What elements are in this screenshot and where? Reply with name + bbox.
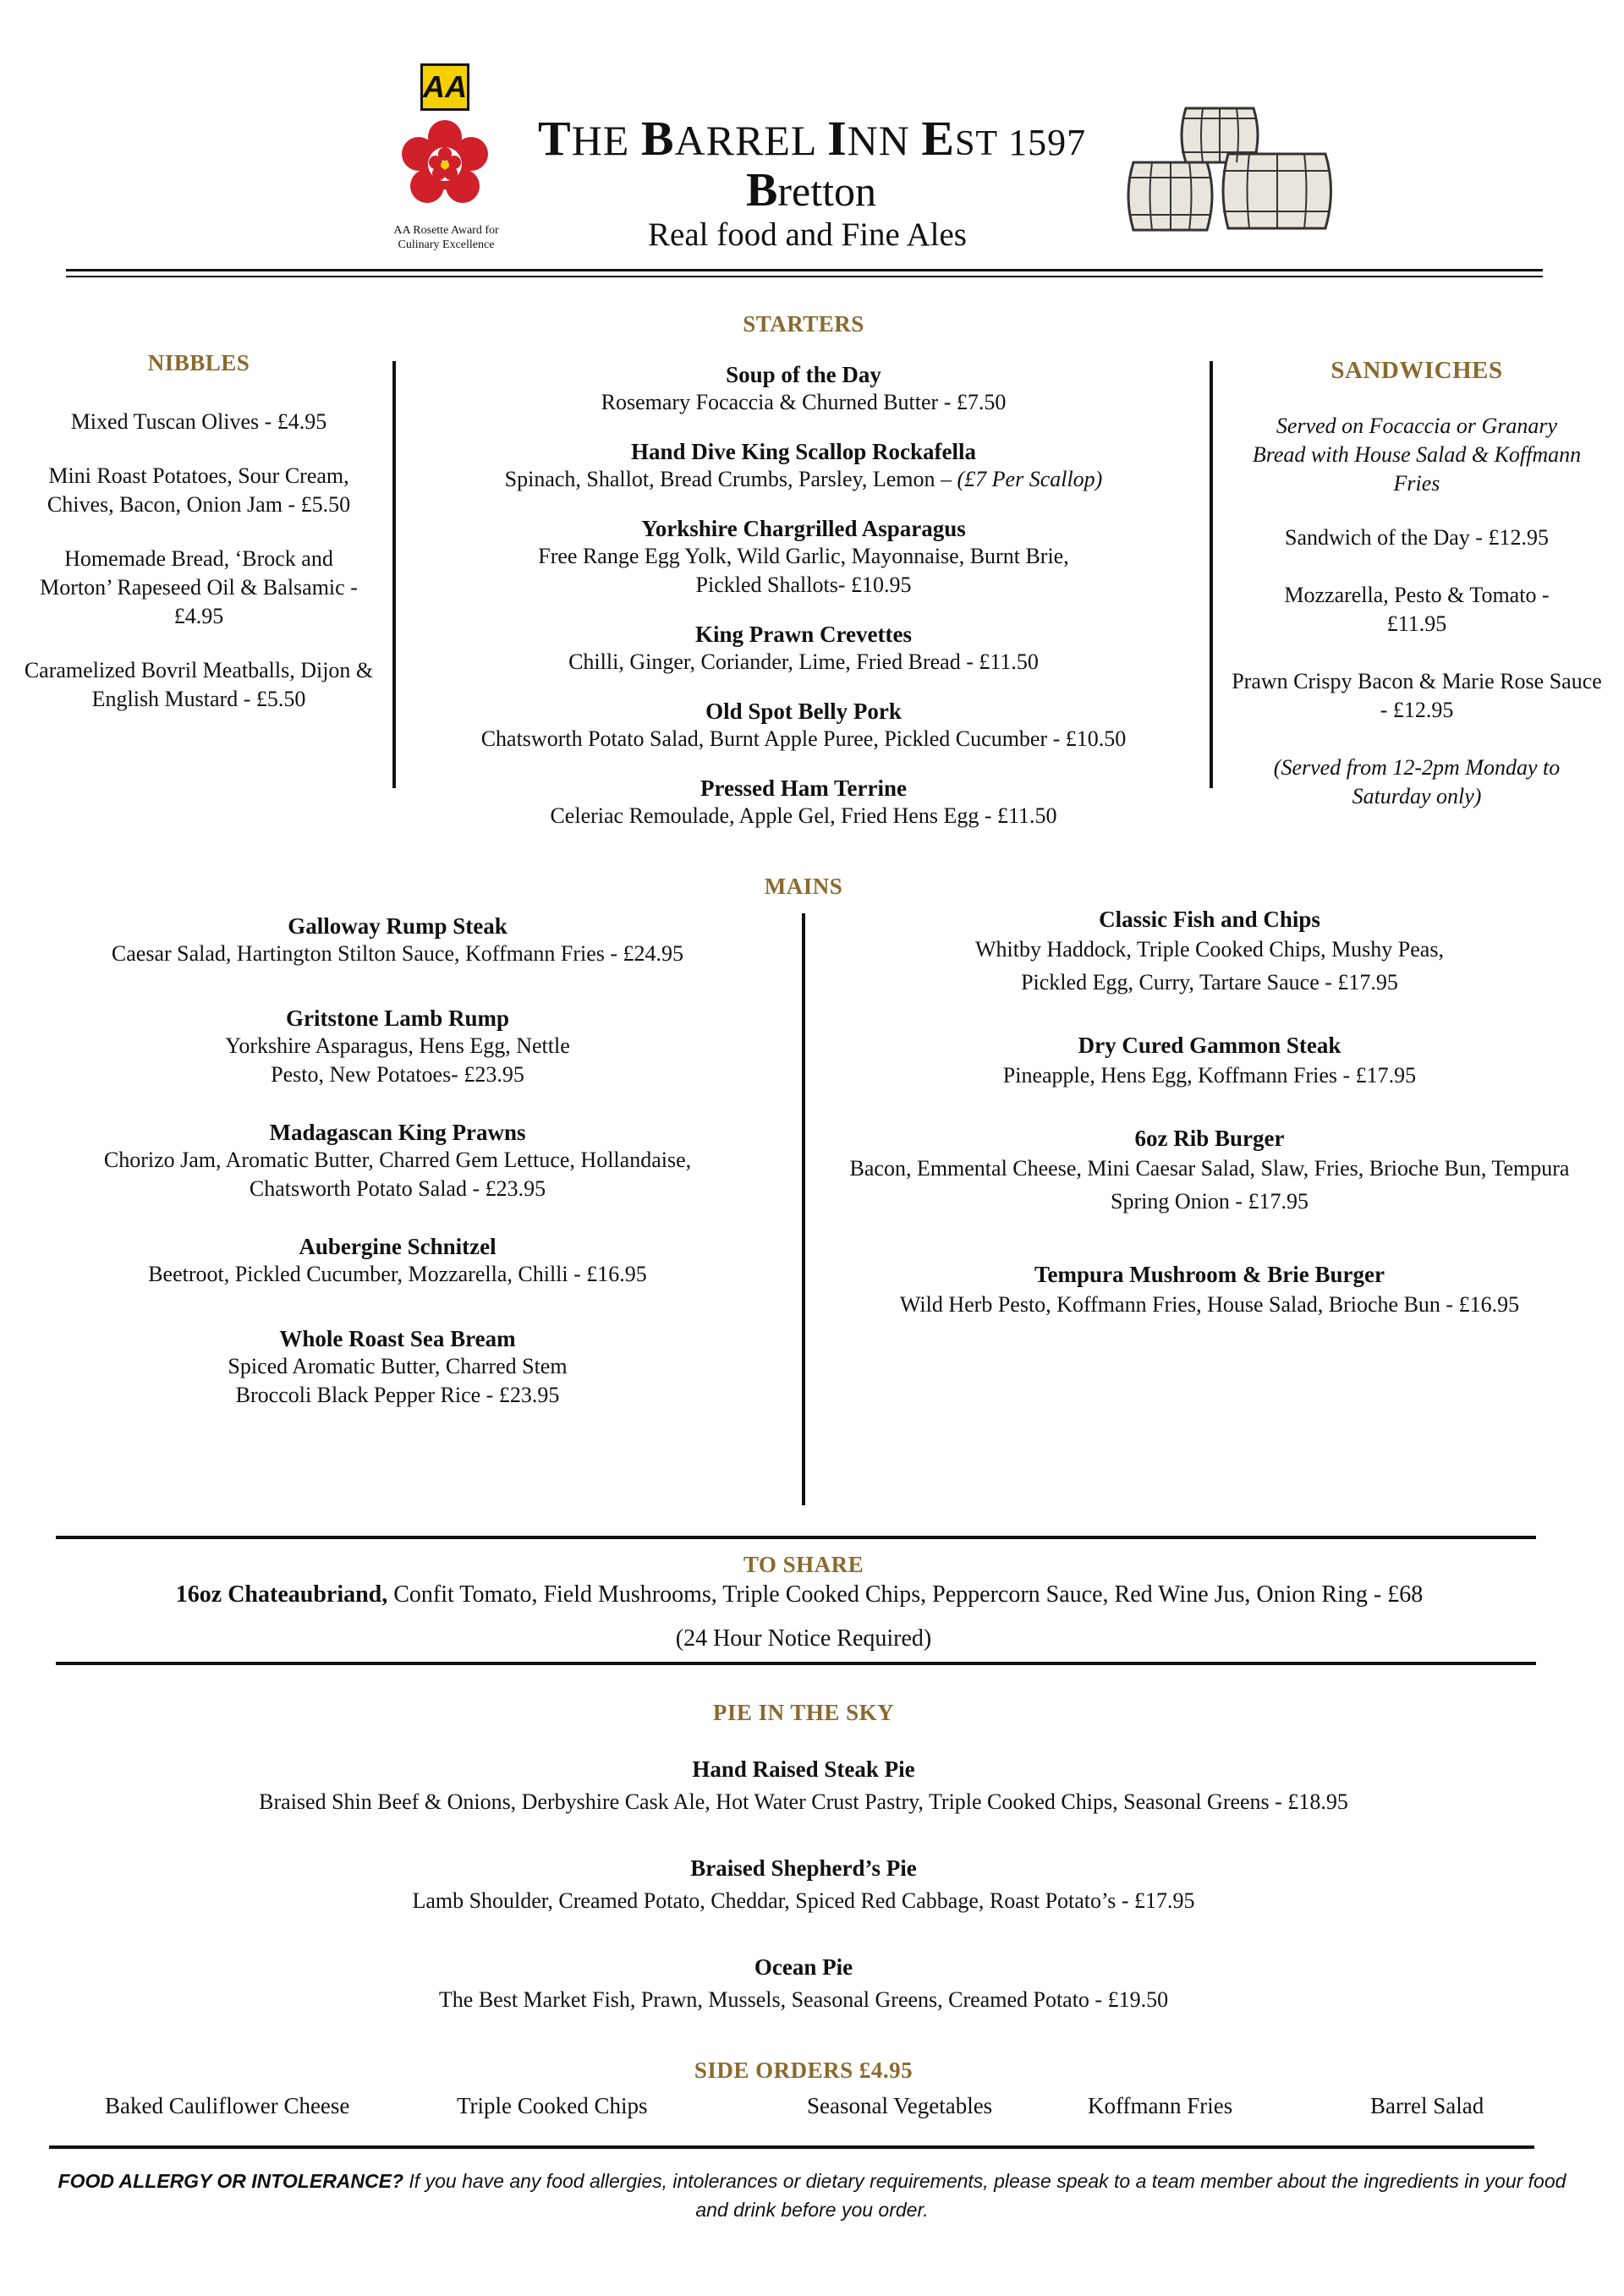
main-item: Classic Fish and Chips Whitby Haddock, Triple Cooked Chips, Mushy Peas, Pickled Egg, Curry, Tartare Sauce - £17.95: [975, 907, 1444, 995]
side-item: Koffmann Fries: [1088, 2093, 1233, 2118]
to-share-bottom-rule: [56, 1662, 1536, 1665]
starter-item: King Prawn Crevettes Chilli, Ginger, Coriander, Lime, Fried Bread - £11.50: [568, 622, 1039, 674]
nibbles-title: NIBBLES: [147, 350, 250, 375]
to-share-note: (24 Hour Notice Required): [675, 1625, 932, 1652]
award-caption-line-1: AA Rosette Award for: [393, 224, 499, 237]
nibble-item: Caramelized Bovril Meatballs, Dijon & English Mustard - £5.50: [24, 658, 374, 711]
main-item: Dry Cured Gammon Steak Pineapple, Hens Egg, Koffmann Fries - £17.95: [1002, 1033, 1417, 1088]
sandwich-item: Mozzarella, Pesto & Tomato - £11.95: [1284, 583, 1550, 636]
sandwiches-list: [1231, 412, 1603, 811]
to-share-top-rule: [56, 1536, 1536, 1539]
pie-item: Hand Raised Steak Pie Braised Shin Beef & Onions, Derbyshire Cask Ale, Hot Water Crust Pastry, Triple Cooked Chips, Seasonal Greens - £18.95: [259, 1756, 1348, 1814]
sandwich-item: Sandwich of the Day - £12.95: [1285, 525, 1549, 550]
main-item: Aubergine Schnitzel Beetroot, Pickled Cucumber, Mozzarella, Chilli - £16.95: [148, 1234, 647, 1286]
side-item: Seasonal Vegetables: [807, 2093, 993, 2118]
to-share-title: TO SHARE: [743, 1552, 864, 1577]
sandwiches-note: (Served from 12-2pm Monday to Saturday only): [1273, 755, 1561, 808]
header-divider: [66, 269, 1543, 271]
starter-item: Pressed Ham Terrine Celeriac Remoulade, Apple Gel, Fried Hens Egg - £11.50: [550, 775, 1057, 828]
mains-right-list: [837, 907, 1582, 1345]
sandwich-item: Prawn Crispy Bacon & Marie Rose Sauce - £12.95: [1232, 669, 1602, 722]
starters-title: STARTERS: [743, 311, 864, 337]
tudor-rose-icon: [401, 118, 489, 211]
starter-item: Soup of the Day Rosemary Focaccia & Churned Butter - £7.50: [601, 362, 1007, 414]
starter-item: Old Spot Belly Pork Chatsworth Potato Salad, Burnt Apple Puree, Pickled Cucumber - £10.50: [480, 699, 1127, 751]
award-caption-line-2: Culinary Excellence: [398, 238, 495, 251]
aa-badge: AA: [420, 63, 469, 111]
nibbles-list: [13, 408, 385, 714]
starter-item: Yorkshire Chargrilled Asparagus Free Range Egg Yolk, Wild Garlic, Mayonnaise, Burnt Brie, Pickled Shallots- £10.95: [538, 516, 1069, 597]
side-item: Triple Cooked Chips: [457, 2093, 648, 2118]
main-item: 6oz Rib Burger Bacon, Emmental Cheese, Mini Caesar Salad, Slaw, Fries, Brioche Bun, Tempura Spring Onion - £17.95: [849, 1126, 1570, 1214]
barrels-icon: [1127, 101, 1338, 237]
to-share-item: 16oz Chateaubriand, Confit Tomato, Field Mushrooms, Triple Cooked Chips, Peppercorn Sauce, Red Wine Jus, Onion Ring - £68: [175, 1581, 1424, 1608]
starters-list: [423, 362, 1184, 854]
mains-title: MAINS: [764, 874, 843, 899]
nibble-item: Mixed Tuscan Olives - £4.95: [70, 409, 327, 434]
sides-title: SIDE ORDERS £4.95: [694, 2058, 914, 2083]
pies-title: PIE IN THE SKY: [712, 1700, 895, 1725]
pie-item: Ocean Pie The Best Market Fish, Prawn, Mussels, Seasonal Greens, Creamed Potato - £19.50: [438, 1954, 1169, 2012]
restaurant-title: THE BARREL INN EST 1597: [538, 111, 1087, 166]
pie-item: Braised Shepherd’s Pie Lamb Shoulder, Creamed Potato, Cheddar, Spiced Red Cabbage, Roast Potato’s - £17.95: [412, 1855, 1195, 1913]
award-caption: [372, 223, 520, 252]
footer-rule: [49, 2145, 1534, 2149]
main-item: Gritstone Lamb Rump Yorkshire Asparagus, Hens Egg, Nettle Pesto, New Potatoes- £23.95: [225, 1006, 570, 1087]
nibble-item: Mini Roast Potatoes, Sour Cream, Chives, Bacon, Onion Jam - £5.50: [47, 463, 351, 517]
main-item: Whole Roast Sea Bream Spiced Aromatic Butter, Charred Stem Broccoli Black Pepper Rice - £23.95: [228, 1326, 568, 1407]
main-item: Madagascan King Prawns Chorizo Jam, Aromatic Butter, Charred Gem Lettuce, Hollandaise, Chatsworth Potato Salad - £23.95: [103, 1120, 692, 1201]
sides-list: [0, 2093, 1624, 2127]
restaurant-location: Bretton: [746, 164, 876, 216]
tagline: Real food and Fine Ales: [648, 216, 967, 253]
sandwiches-title: SANDWICHES: [1330, 357, 1503, 384]
main-item: Tempura Mushroom & Brie Burger Wild Herb Pesto, Koffmann Fries, House Salad, Brioche Bun - £16.95: [899, 1262, 1520, 1317]
allergy-notice: FOOD ALLERGY OR INTOLERANCE? If you have any food allergies, intolerances or dietary requirements, please speak to a team member about the ingredients in your food and drink before you order.: [58, 2170, 1566, 2221]
nibble-item: Homemade Bread, ‘Brock and Morton’ Rapeseed Oil & Balsamic - £4.95: [40, 546, 358, 628]
pies-list: [85, 1756, 1522, 2038]
side-item: Barrel Salad: [1370, 2093, 1484, 2118]
sandwiches-intro: Served on Focaccia or Granary Bread with House Salad & Koffmann Fries: [1252, 414, 1582, 496]
sandwiches-divider: [1210, 361, 1213, 788]
starter-item: Hand Dive King Scallop Rockafella Spinach, Shallot, Bread Crumbs, Parsley, Lemon – (£7 Per Scallop): [504, 439, 1103, 491]
mains-divider: [802, 913, 805, 1505]
mains-left-list: [34, 913, 761, 1433]
nibbles-divider: [392, 361, 396, 788]
main-item: Galloway Rump Steak Caesar Salad, Hartington Stilton Sauce, Koffmann Fries - £24.95: [111, 913, 684, 966]
side-item: Baked Cauliflower Cheese: [105, 2093, 350, 2118]
header-divider-thin: [66, 276, 1543, 277]
